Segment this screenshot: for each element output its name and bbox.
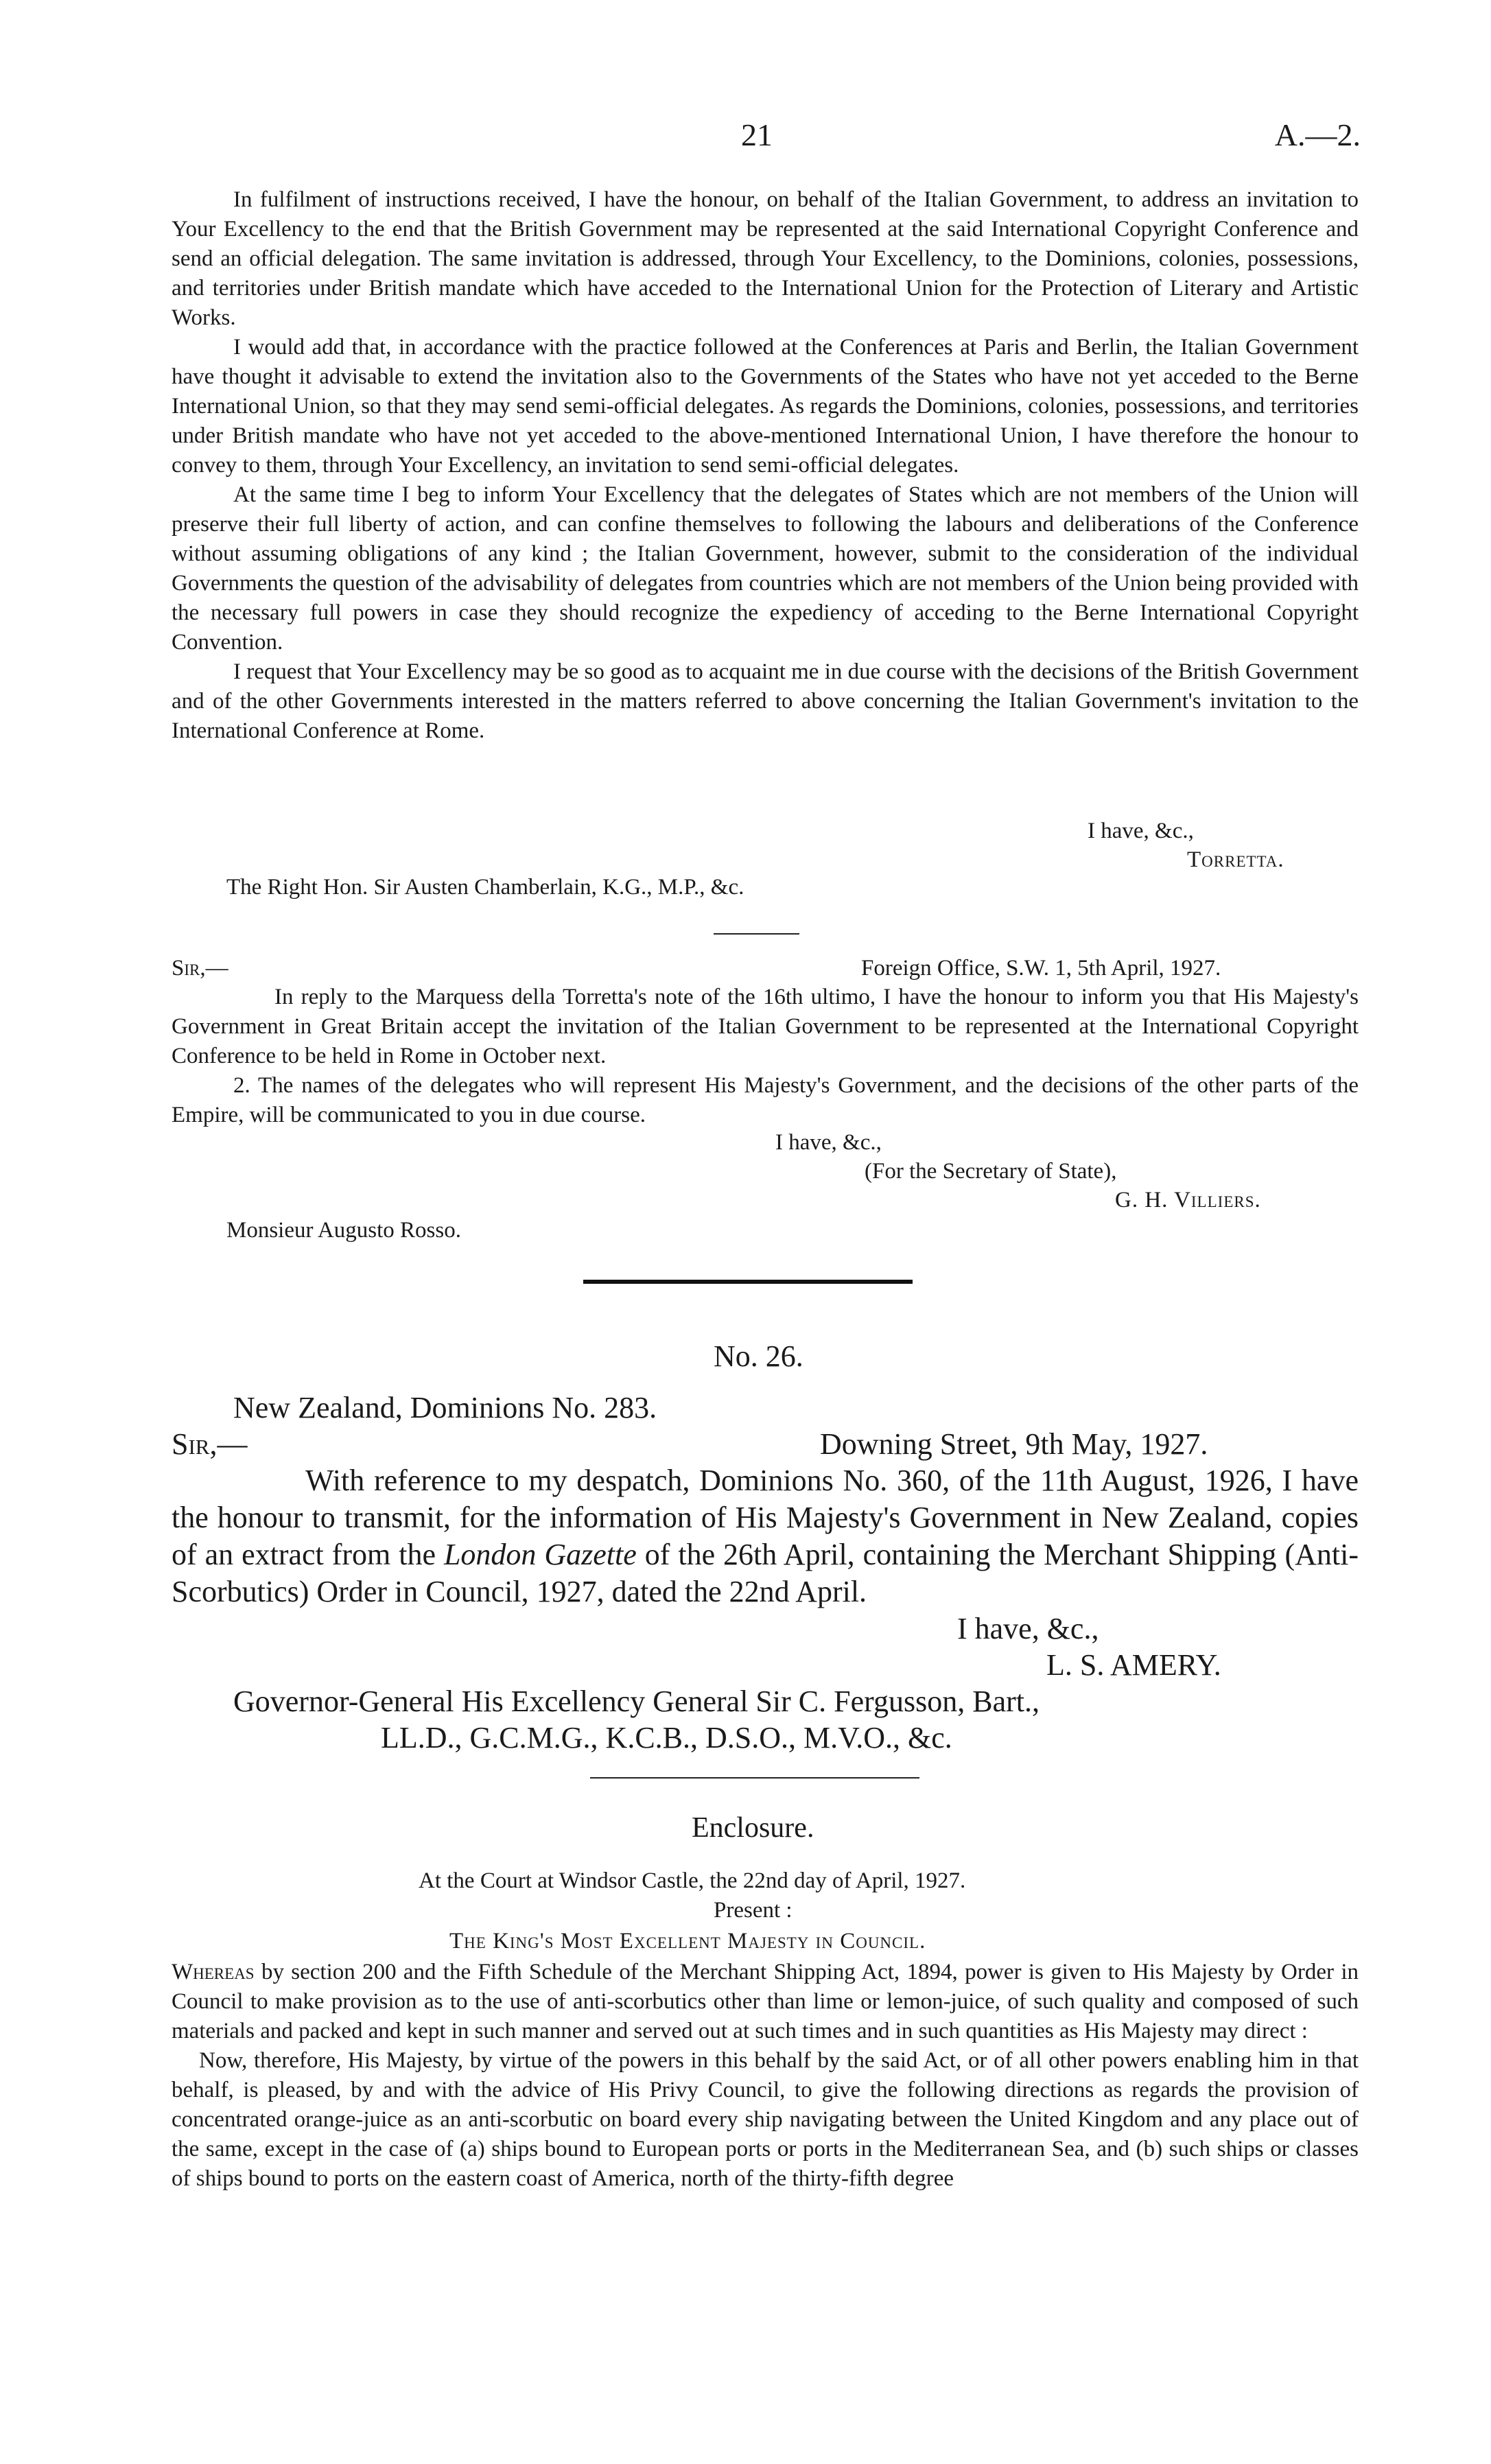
letter1-paragraph: I request that Your Excellency may be so good as to acquaint me in due course with the decisions of the British Government and of the other Governments interested in the matters referred to above concerning the Italian Government's invitation to the International Conference at Rome. <box>172 659 1359 743</box>
letter2-signature: G. H. Villiers. <box>1115 1188 1261 1212</box>
letter1-signature: Torretta. <box>1187 847 1284 872</box>
despatch-body <box>172 1462 1359 1610</box>
letter2-place-date: Foreign Office, S.W. 1, 5th April, 1927. <box>861 956 1221 981</box>
document-code: A.—2. <box>1274 117 1361 152</box>
letter1-paragraph: In fulfilment of instructions received, I have the honour, on behalf of the Italian Government, to address an invitation to Your Excellency to the end that the British Government may be represented at the said International Copyright Conference and send an official delegation. The same invitation is addressed, through Your Excellency, to the Dominions, colonies, possessions, and territories under British mandate which have acceded to the International Union for the Protection of Literary and Artistic Works. <box>172 187 1359 330</box>
letter-foreign-office <box>172 983 1359 1130</box>
section-divider <box>583 1280 913 1284</box>
despatch-addressee-titles: LL.D., G.C.M.G., K.C.B., D.S.O., M.V.O., &c. <box>381 1721 952 1755</box>
despatch-closing: I have, &c., <box>957 1612 1099 1645</box>
enclosure-divider <box>590 1777 919 1779</box>
page-number: 21 <box>741 117 773 152</box>
letter2-closing: I have, &c., <box>775 1130 882 1155</box>
despatch-addressee: Governor-General His Excellency General Sir C. Fergusson, Bart., <box>233 1685 1040 1718</box>
despatch-salutation: Sir,— <box>172 1427 248 1461</box>
letter2-paragraph: 2. The names of the delegates who will represent His Majesty's Government, and the decisions of the other parts of the Empire, will be communicated to you in due course. <box>172 1073 1359 1127</box>
letter1-closing: I have, &c., <box>1088 819 1194 843</box>
letter2-addressee: Monsieur Augusto Rosso. <box>226 1218 461 1243</box>
letter2-paragraph: In reply to the Marquess della Torretta's note of the 16th ultimo, I have the honour to inform you that His Majesty's Government in Great Britain accept the invitation of the Italian Government to be represented at the International Copyright Conference to be held in Rome in October next. <box>172 985 1359 1068</box>
enclosure-council-line: The King's Most Excellent Majesty in Council. <box>449 1929 926 1953</box>
london-gazette-title: London Gazette <box>443 1538 637 1571</box>
whereas-word: Whereas <box>172 1960 255 1984</box>
order-paragraph-text: by section 200 and the Fifth Schedule of the Merchant Shipping Act, 1894, power is given to His Majesty by Order in Council to make provision as to the use of anti-scorbutics other than lime or lemon-juice, of such quality and composed of such materials and packed and kept in such manner and served out at such times and in such quantities as His Majesty may direct : <box>172 1960 1359 2043</box>
enclosure-court-line: At the Court at Windsor Castle, the 22nd day of April, 1927. <box>419 1868 966 1893</box>
letter2-for-line: (For the Secretary of State), <box>865 1159 1117 1184</box>
despatch-reference: New Zealand, Dominions No. 283. <box>233 1391 657 1424</box>
short-divider <box>714 933 799 935</box>
order-paragraph <box>172 1958 1359 2046</box>
despatch-signature: L. S. AMERY. <box>1046 1648 1221 1682</box>
letter-italian-embassy <box>172 185 1359 746</box>
despatch-body-part: With reference to my despatch, Dominions No. 360, of the 11th August, 1926, I have the honour to transmit, for the information of His Majesty's Government in New Zealand, copies of an extract from the <box>172 1464 1359 1571</box>
enclosure-present: Present : <box>714 1898 793 1923</box>
letter1-paragraph: I would add that, in accordance with the practice followed at the Conferences at Paris and Berlin, the Italian Government have thought it advisable to extend the invitation also to the Governments of the States who have not yet acceded to the Berne International Union, so that they may send semi-official delegates. As regards the Dominions, colonies, possessions, and territories under British mandate who have not yet acceded to the above-mentioned International Union, I have therefore the honour to convey to them, through Your Excellency, an invitation to send semi-official delegates. <box>172 335 1359 478</box>
letter2-salutation: Sir,— <box>172 956 228 981</box>
letter1-paragraph: At the same time I beg to inform Your Excellency that the delegates of States which are not members of the Union will preserve their full liberty of action, and can confine themselves to following the labours and deliberations of the Conference without assuming obligations of any kind ; the Italian Government, however, submit to the consideration of the individual Governments the question of the advisability of delegates from countries which are not members of the Union being provided with the necessary full powers in case they should recognize the expediency of acceding to the Berne International Copyright Convention. <box>172 482 1359 655</box>
enclosure-heading: Enclosure. <box>692 1812 814 1844</box>
despatch-number: No. 26. <box>714 1339 803 1373</box>
letter1-addressee: The Right Hon. Sir Austen Chamberlain, K.G., M.P., &c. <box>226 875 744 900</box>
order-paragraph: Now, therefore, His Majesty, by virtue of the powers in this behalf by the said Act, or of all other powers enabling him in that behalf, is pleased, by and with the advice of His Privy Council, to give the following directions as regards the provision of concentrated orange-juice as an anti-scorbutic on board every ship navigating between the United Kingdom and any place out of the same, except in the case of (a) ships bound to European ports or ports in the Mediterranean Sea, and (b) such ships or classes of ships bound to ports on the eastern coast of America, north of the thirty-fifth degree <box>172 2048 1359 2191</box>
order-in-council-text <box>172 1958 1359 2194</box>
despatch-body-part: of the 26th April, containing the Merchant Shipping (Anti-Scorbutics) Order in Council, 1927, dated the 22nd April. <box>172 1538 1359 1608</box>
despatch-place-date: Downing Street, 9th May, 1927. <box>820 1427 1208 1461</box>
